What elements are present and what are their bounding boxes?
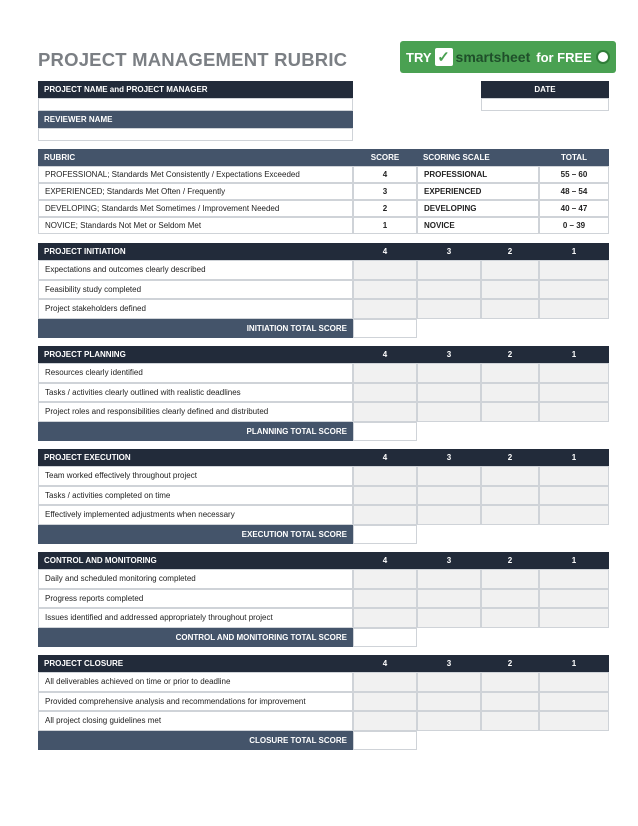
section-total-label: PLANNING TOTAL SCORE — [38, 422, 353, 441]
score-cell[interactable] — [539, 260, 609, 280]
score-cell[interactable] — [353, 486, 417, 506]
date-label: DATE — [481, 81, 609, 98]
section-project-closure — [38, 655, 609, 750]
criterion-label: Provided comprehensive analysis and recommendations for improvement — [38, 692, 353, 712]
score-cell[interactable] — [353, 466, 417, 486]
section-project-execution — [38, 449, 609, 544]
criterion-label: Project stakeholders defined — [38, 299, 353, 319]
score-cell[interactable] — [539, 466, 609, 486]
section-title: PROJECT PLANNING — [38, 346, 353, 363]
score-cell[interactable] — [417, 569, 481, 589]
score-column-header: 3 — [417, 449, 481, 466]
score-cell[interactable] — [353, 589, 417, 609]
score-column-header: 3 — [417, 655, 481, 672]
rubric-row-desc: DEVELOPING; Standards Met Sometimes / Improvement Needed — [38, 200, 353, 217]
total-header: TOTAL — [539, 149, 609, 166]
score-cell[interactable] — [539, 589, 609, 609]
rubric-row-score: 2 — [353, 200, 417, 217]
score-cell[interactable] — [417, 466, 481, 486]
criterion-label: Expectations and outcomes clearly described — [38, 260, 353, 280]
section-title: PROJECT INITIATION — [38, 243, 353, 260]
score-cell[interactable] — [481, 402, 539, 422]
score-cell[interactable] — [481, 383, 539, 403]
score-cell[interactable] — [539, 486, 609, 506]
score-cell[interactable] — [353, 569, 417, 589]
score-cell[interactable] — [481, 692, 539, 712]
score-cell[interactable] — [353, 711, 417, 731]
rubric-row-score: 4 — [353, 166, 417, 183]
score-cell[interactable] — [539, 402, 609, 422]
criterion-label: Team worked effectively throughout project — [38, 466, 353, 486]
badge-brand-label: smartsheet — [455, 49, 531, 65]
criterion-label: Daily and scheduled monitoring completed — [38, 569, 353, 589]
criterion-label: Tasks / activities completed on time — [38, 486, 353, 506]
score-cell[interactable] — [417, 299, 481, 319]
score-column-header: 1 — [539, 552, 609, 569]
section-project-initiation — [38, 243, 609, 338]
score-column-header: 2 — [481, 449, 539, 466]
criterion-label: All project closing guidelines met — [38, 711, 353, 731]
score-cell[interactable] — [481, 711, 539, 731]
score-cell[interactable] — [539, 280, 609, 300]
rubric-row-total: 48 – 54 — [539, 183, 609, 200]
score-cell[interactable] — [353, 505, 417, 525]
criterion-label: Project roles and responsibilities clearly defined and distributed — [38, 402, 353, 422]
rubric-row-total: 0 – 39 — [539, 217, 609, 234]
score-cell[interactable] — [539, 299, 609, 319]
score-cell[interactable] — [417, 260, 481, 280]
score-cell[interactable] — [481, 505, 539, 525]
score-cell[interactable] — [417, 608, 481, 628]
rubric-row-total: 55 – 60 — [539, 166, 609, 183]
score-header: SCORE — [353, 149, 417, 166]
score-cell[interactable] — [353, 280, 417, 300]
badge-free-label: for FREE — [536, 49, 592, 65]
score-cell[interactable] — [539, 608, 609, 628]
score-column-header: 4 — [353, 243, 417, 260]
score-column-header: 1 — [539, 449, 609, 466]
score-cell[interactable] — [417, 402, 481, 422]
try-smartsheet-button[interactable] — [400, 41, 616, 73]
rubric-row-scale: NOVICE — [417, 217, 539, 234]
score-column-header: 3 — [417, 243, 481, 260]
rubric-table — [38, 149, 609, 235]
page-title: PROJECT MANAGEMENT RUBRIC — [38, 49, 348, 70]
rubric-row-score: 3 — [353, 183, 417, 200]
score-column-header: 2 — [481, 243, 539, 260]
score-column-header: 4 — [353, 552, 417, 569]
score-cell[interactable] — [481, 672, 539, 692]
score-cell[interactable] — [539, 505, 609, 525]
score-column-header: 1 — [539, 655, 609, 672]
rubric-header: RUBRIC — [38, 149, 353, 166]
criterion-label: Tasks / activities clearly outlined with realistic deadlines — [38, 383, 353, 403]
score-cell[interactable] — [539, 569, 609, 589]
score-column-header: 2 — [481, 552, 539, 569]
score-cell[interactable] — [353, 402, 417, 422]
score-cell[interactable] — [481, 466, 539, 486]
score-cell[interactable] — [481, 486, 539, 506]
score-cell[interactable] — [417, 589, 481, 609]
score-cell[interactable] — [417, 383, 481, 403]
criterion-label: Issues identified and addressed appropriately throughout project — [38, 608, 353, 628]
check-icon: ✓ — [435, 48, 453, 66]
score-cell[interactable] — [481, 280, 539, 300]
score-cell[interactable] — [539, 711, 609, 731]
reviewer-name-field[interactable] — [38, 128, 353, 141]
score-cell[interactable] — [353, 608, 417, 628]
score-cell[interactable] — [417, 672, 481, 692]
score-cell[interactable] — [353, 672, 417, 692]
criterion-label: Resources clearly identified — [38, 363, 353, 383]
score-cell[interactable] — [481, 363, 539, 383]
date-field[interactable] — [481, 98, 609, 111]
section-total-label: EXECUTION TOTAL SCORE — [38, 525, 353, 544]
score-cell[interactable] — [353, 363, 417, 383]
section-total-label: CLOSURE TOTAL SCORE — [38, 731, 353, 750]
score-column-header: 2 — [481, 655, 539, 672]
rubric-row-desc: EXPERIENCED; Standards Met Often / Frequently — [38, 183, 353, 200]
score-cell[interactable] — [353, 260, 417, 280]
score-cell[interactable] — [353, 383, 417, 403]
score-cell[interactable] — [481, 608, 539, 628]
score-cell[interactable] — [539, 692, 609, 712]
score-cell[interactable] — [481, 260, 539, 280]
rubric-row-score: 1 — [353, 217, 417, 234]
section-control-and-monitoring — [38, 552, 609, 647]
criterion-label: Effectively implemented adjustments when necessary — [38, 505, 353, 525]
criterion-label: All deliverables achieved on time or prior to deadline — [38, 672, 353, 692]
score-cell[interactable] — [417, 280, 481, 300]
section-total-field[interactable] — [353, 731, 417, 750]
section-total-field[interactable] — [353, 319, 417, 338]
section-title: PROJECT EXECUTION — [38, 449, 353, 466]
score-cell[interactable] — [417, 486, 481, 506]
section-title: PROJECT CLOSURE — [38, 655, 353, 672]
rubric-row-desc: PROFESSIONAL; Standards Met Consistently / Expectations Exceeded — [38, 166, 353, 183]
score-column-header: 4 — [353, 449, 417, 466]
project-name-label: PROJECT NAME and PROJECT MANAGER — [38, 81, 353, 98]
score-column-header: 1 — [539, 243, 609, 260]
section-total-label: CONTROL AND MONITORING TOTAL SCORE — [38, 628, 353, 647]
rubric-row-scale: DEVELOPING — [417, 200, 539, 217]
score-cell[interactable] — [417, 363, 481, 383]
section-total-field[interactable] — [353, 628, 417, 647]
score-cell[interactable] — [353, 692, 417, 712]
score-cell[interactable] — [481, 589, 539, 609]
score-column-header: 3 — [417, 552, 481, 569]
score-cell[interactable] — [539, 363, 609, 383]
score-column-header: 3 — [417, 346, 481, 363]
criterion-label: Feasibility study completed — [38, 280, 353, 300]
score-column-header: 4 — [353, 346, 417, 363]
rubric-row-desc: NOVICE; Standards Not Met or Seldom Met — [38, 217, 353, 234]
section-project-planning — [38, 346, 609, 441]
rubric-row-scale: EXPERIENCED — [417, 183, 539, 200]
score-cell[interactable] — [539, 383, 609, 403]
score-cell[interactable] — [539, 672, 609, 692]
score-column-header: 2 — [481, 346, 539, 363]
reviewer-name-label: REVIEWER NAME — [38, 111, 353, 128]
score-cell[interactable] — [417, 711, 481, 731]
section-total-field[interactable] — [353, 525, 417, 544]
rubric-row-total: 40 – 47 — [539, 200, 609, 217]
score-cell[interactable] — [417, 692, 481, 712]
score-column-header: 4 — [353, 655, 417, 672]
rubric-row-scale: PROFESSIONAL — [417, 166, 539, 183]
score-cell[interactable] — [481, 299, 539, 319]
score-cell[interactable] — [353, 299, 417, 319]
section-total-label: INITIATION TOTAL SCORE — [38, 319, 353, 338]
badge-try-label: TRY — [406, 49, 432, 65]
pointer-icon — [596, 50, 610, 64]
score-column-header: 1 — [539, 346, 609, 363]
section-total-field[interactable] — [353, 422, 417, 441]
score-cell[interactable] — [481, 569, 539, 589]
score-cell[interactable] — [417, 505, 481, 525]
scoring-scale-header: SCORING SCALE — [417, 149, 539, 166]
section-title: CONTROL AND MONITORING — [38, 552, 353, 569]
criterion-label: Progress reports completed — [38, 589, 353, 609]
project-name-field[interactable] — [38, 98, 353, 111]
